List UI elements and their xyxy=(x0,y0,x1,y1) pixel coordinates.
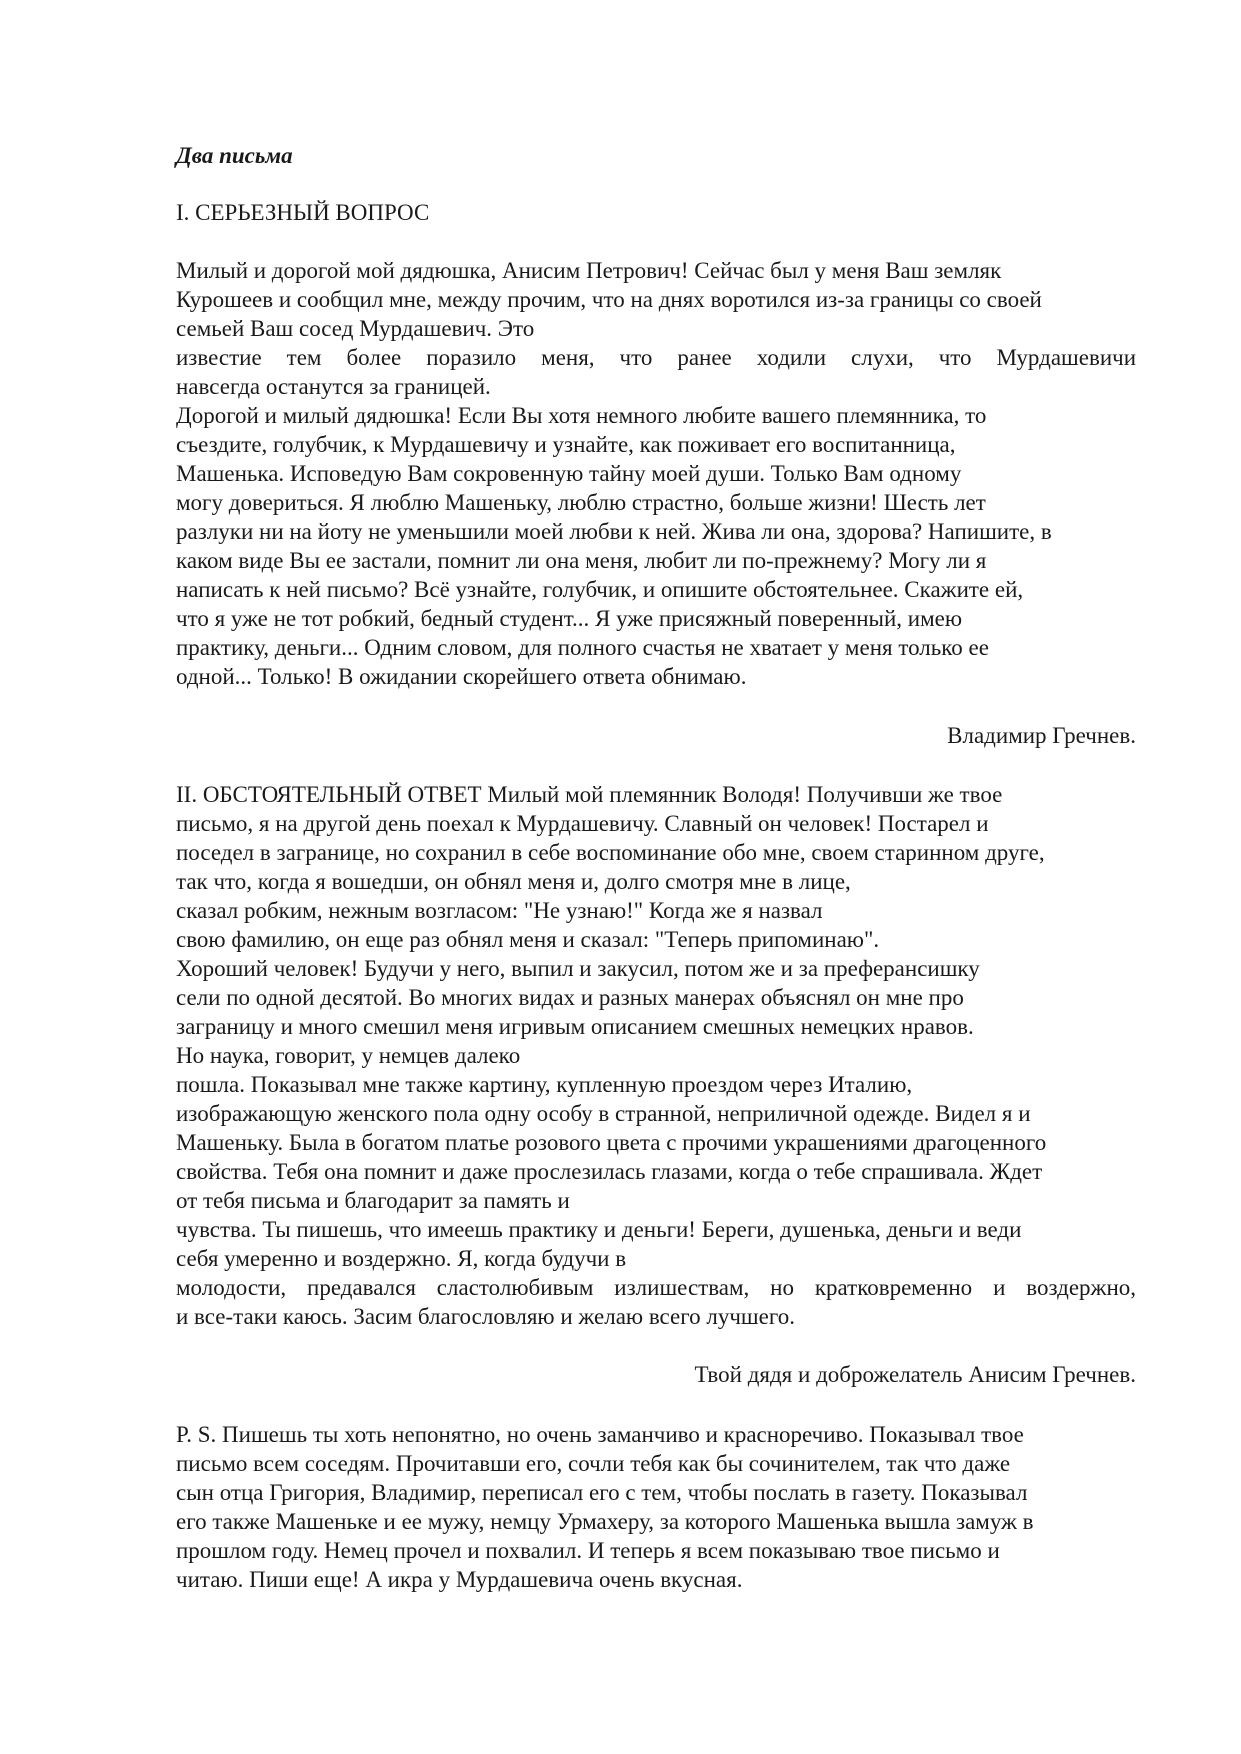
text-line: прошлом году. Немец прочел и похвалил. И теперь я всем показываю твое письмо и xyxy=(176,1538,1000,1563)
text-line: II. ОБСТОЯТЕЛЬНЫЙ ОТВЕТ Милый мой племянник Володя! Получивши же твое xyxy=(176,782,1003,807)
text-line: читаю. Пиши еще! А икра у Мурдашевича очень вкусная. xyxy=(176,1567,743,1592)
section-2-letter xyxy=(176,780,1136,1331)
text-line: сели по одной десятой. Во многих видах и разных манерах объяснял он мне про xyxy=(176,985,964,1010)
text-line: письмо, я на другой день поехал к Мурдашевичу. Славный он человек! Постарел и xyxy=(176,811,989,836)
text-line: написать к ней письмо? Всё узнайте, голубчик, и опишите обстоятельнее. Скажите ей, xyxy=(176,577,1024,602)
text-line: так что, когда я вошедши, он обнял меня и, долго смотря мне в лице, xyxy=(176,869,851,894)
text-line: поседел в загранице, но сохранил в себе воспоминание обо мне, своем старинном друге, xyxy=(176,840,1045,865)
text-line: могу довериться. Я люблю Машеньку, люблю страстно, больше жизни! Шесть лет xyxy=(176,490,986,515)
text-line: семьей Ваш сосед Мурдашевич. Это xyxy=(176,316,535,341)
text-line: молодости, предавался сластолюбивым излишествам, но кратковременно и воздержно, xyxy=(176,1275,1136,1300)
text-line: Машеньку. Была в богатом платье розового цвета с прочими украшениями драгоценного xyxy=(176,1130,1047,1155)
section-1-heading: I. СЕРЬЕЗНЫЙ ВОПРОС xyxy=(176,200,430,225)
text-line: свойства. Тебя она помнит и даже прослезилась глазами, когда о тебе спрашивала. Ждет xyxy=(176,1159,1043,1184)
text-line: пошла. Показывал мне также картину, купленную проездом через Италию, xyxy=(176,1072,913,1097)
text-line: что я уже не тот робкий, бедный студент... Я уже присяжный поверенный, имею xyxy=(176,606,963,631)
postscript xyxy=(176,1420,1136,1594)
text-line: Хороший человек! Будучи у него, выпил и закусил, потом же и за преферансишку xyxy=(176,956,980,981)
document-title: Два письма xyxy=(176,143,293,168)
text-line: навсегда останутся за границей. xyxy=(176,374,491,399)
text-line: сказал робким, нежным возгласом: "Не узнаю!" Когда же я назвал xyxy=(176,898,823,923)
text-line: Но наука, говорит, у немцев далеко xyxy=(176,1043,521,1068)
text-line: его также Машеньке и ее мужу, немцу Урмахеру, за которого Машенька вышла замуж в xyxy=(176,1509,1034,1534)
text-line: разлуки ни на йоту не уменьшили моей любви к ней. Жива ли она, здорова? Напишите, в xyxy=(176,519,1052,544)
text-line: и все-таки каюсь. Засим благословляю и желаю всего лучшего. xyxy=(176,1304,795,1329)
text-line: съездите, голубчик, к Мурдашевичу и узнайте, как поживает его воспитанница, xyxy=(176,432,956,457)
text-line: чувства. Ты пишешь, что имеешь практику и деньги! Береги, душенька, деньги и веди xyxy=(176,1217,1022,1242)
text-line: каком виде Вы ее застали, помнит ли она меня, любит ли по-прежнему? Могу ли я xyxy=(176,548,987,573)
text-line: известие тем более поразило меня, что ранее ходили слухи, что Мурдашевичи xyxy=(176,345,1136,370)
text-line: практику, деньги... Одним словом, для полного счастья не хватает у меня только ее xyxy=(176,635,989,660)
text-line: Дорогой и милый дядюшка! Если Вы хотя немного любите вашего племянника, то xyxy=(176,403,987,428)
text-line: сын отца Григория, Владимир, переписал его с тем, чтобы послать в газету. Показывал xyxy=(176,1480,1028,1505)
text-line: свою фамилию, он еще раз обнял меня и сказал: "Теперь припоминаю". xyxy=(176,927,880,952)
section-2-signature: Твой дядя и доброжелатель Анисим Гречнев. xyxy=(694,1362,1136,1387)
text-line: от тебя письма и благодарит за память и xyxy=(176,1188,570,1213)
text-line: Машенька. Исповедую Вам сокровенную тайну моей души. Только Вам одному xyxy=(176,461,962,486)
text-line: изображающую женского пола одну особу в странной, неприличной одежде. Видел я и xyxy=(176,1101,1031,1126)
text-line: Курошеев и сообщил мне, между прочим, что на днях воротился из-за границы со своей xyxy=(176,287,1042,312)
text-line: Милый и дорогой мой дядюшка, Анисим Петрович! Сейчас был у меня Ваш земляк xyxy=(176,258,1002,283)
text-line: P. S. Пишешь ты хоть непонятно, но очень заманчиво и красноречиво. Показывал твое xyxy=(176,1422,1024,1447)
text-line: заграницу и много смешил меня игривым описанием смешных немецких нравов. xyxy=(176,1014,974,1039)
section-1-letter xyxy=(176,256,1136,691)
text-line: одной... Только! В ожидании скорейшего ответа обнимаю. xyxy=(176,664,747,689)
text-line: себя умеренно и воздержно. Я, когда будучи в xyxy=(176,1246,627,1271)
text-line: письмо всем соседям. Прочитавши его, сочли тебя как бы сочинителем, так что даже xyxy=(176,1451,1011,1476)
section-1-signature: Владимир Гречнев. xyxy=(947,723,1136,748)
